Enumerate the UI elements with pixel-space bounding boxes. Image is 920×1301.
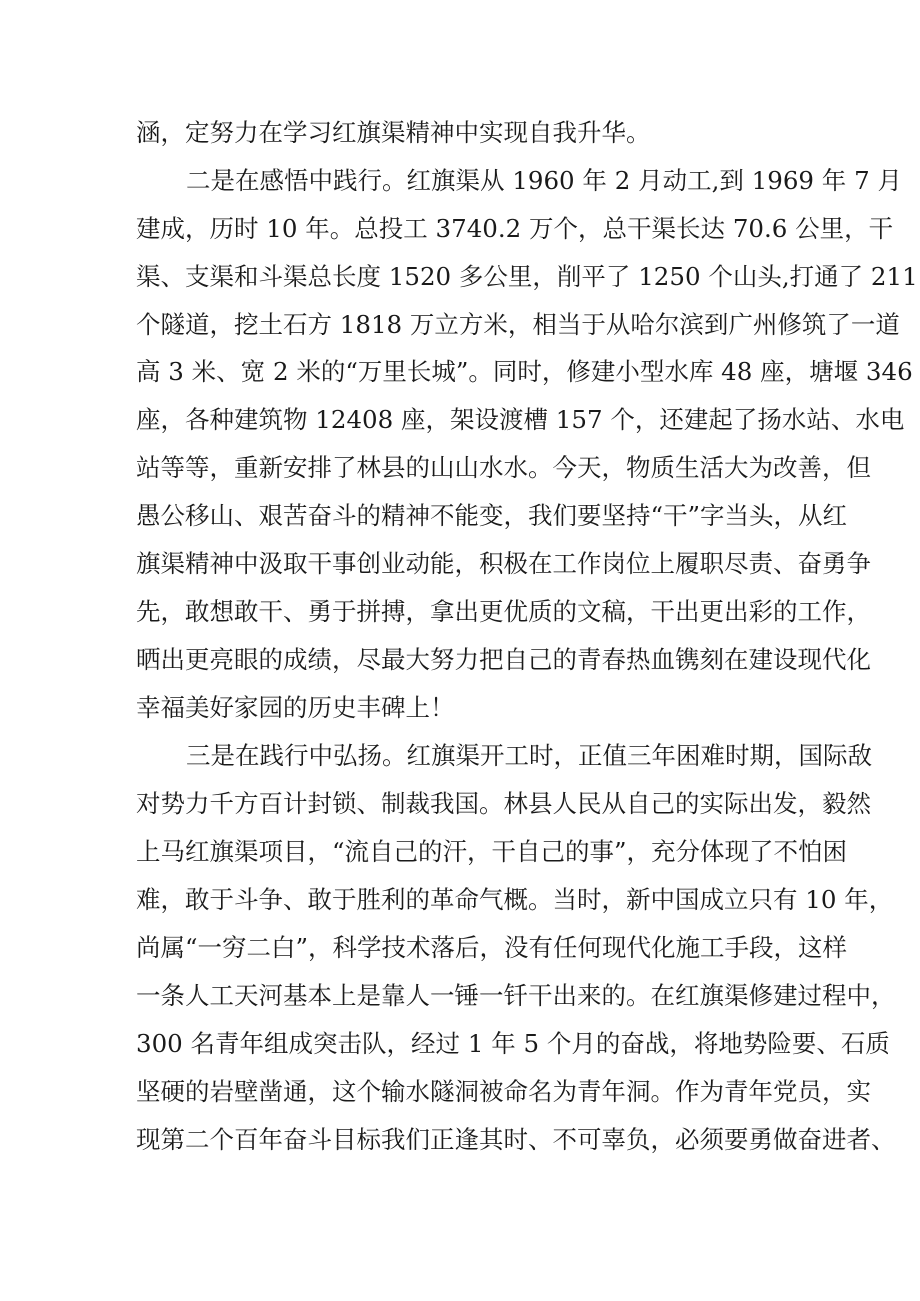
text-line: 上马红旗渠项目，“流自己的汗，干自己的事”，充分体现了不怕困 [136, 837, 848, 866]
text-line: 愚公移山、艰苦奋斗的精神不能变，我们要坚持“干”字当头，从红 [136, 501, 848, 530]
text-line: 旗渠精神中汲取干事创业动能，积极在工作岗位上履职尽责、奋勇争 [136, 549, 871, 578]
text-line: 渠、支渠和斗渠总长度 1520 多公里，削平了 1250 个山头,打通了 211 [136, 262, 918, 291]
text-line: 建成，历时 10 年。总投工 3740.2 万个，总干渠长达 70.6 公里，干 [136, 214, 894, 243]
text-line: 座，各种建筑物 12408 座，架设渡槽 157 个，还建起了扬水站、水电 [136, 405, 905, 434]
text-line: 幸福美好家园的历史丰碑上！ [136, 693, 455, 722]
text-line: 对势力千方百计封锁、制裁我国。林县人民从自己的实际出发，毅然 [136, 789, 871, 818]
paragraph-first-line: 三是在践行中弘扬。红旗渠开工时，正值三年困难时期，国际敌 [186, 741, 872, 770]
text-line: 站等等，重新安排了林县的山山水水。今天，物质生活大为改善，但 [136, 453, 871, 482]
text-line: 一条人工天河基本上是靠人一锤一钎干出来的。在红旗渠修建过程中， [136, 981, 896, 1010]
text-line: 坚硬的岩壁凿通，这个输水隧洞被命名为青年洞。作为青年党员，实 [136, 1077, 871, 1106]
text-line: 晒出更亮眼的成绩，尽最大努力把自己的青春热血镌刻在建设现代化 [136, 645, 871, 674]
text-line: 先，敢想敢干、勇于拼搏，拿出更优质的文稿，干出更出彩的工作， [136, 597, 871, 626]
text-line: 高 3 米、宽 2 米的“万里长城”。同时，修建小型水库 48 座，塘堰 346 [136, 357, 913, 386]
text-line: 个隧道，挖土石方 1818 万立方米，相当于从哈尔滨到广州修筑了一道 [136, 310, 900, 339]
text-line: 300 名青年组成突击队，经过 1 年 5 个月的奋战，将地势险要、石质 [136, 1029, 890, 1058]
text-line: 尚属“一穷二白”，科学技术落后，没有任何现代化施工手段，这样 [136, 933, 848, 962]
text-line: 现第二个百年奋斗目标我们正逢其时、不可辜负，必须要勇做奋进者、 [136, 1125, 896, 1154]
text-line: 难，敢于斗争、敢于胜利的革命气概。当时，新中国成立只有 10 年， [136, 885, 894, 914]
text-line: 涵，定努力在学习红旗渠精神中实现自我升华。 [136, 118, 651, 147]
paragraph-first-line: 二是在感悟中践行。红旗渠从 1960 年 2 月动工,到 1969 年 7 月 [186, 166, 902, 195]
